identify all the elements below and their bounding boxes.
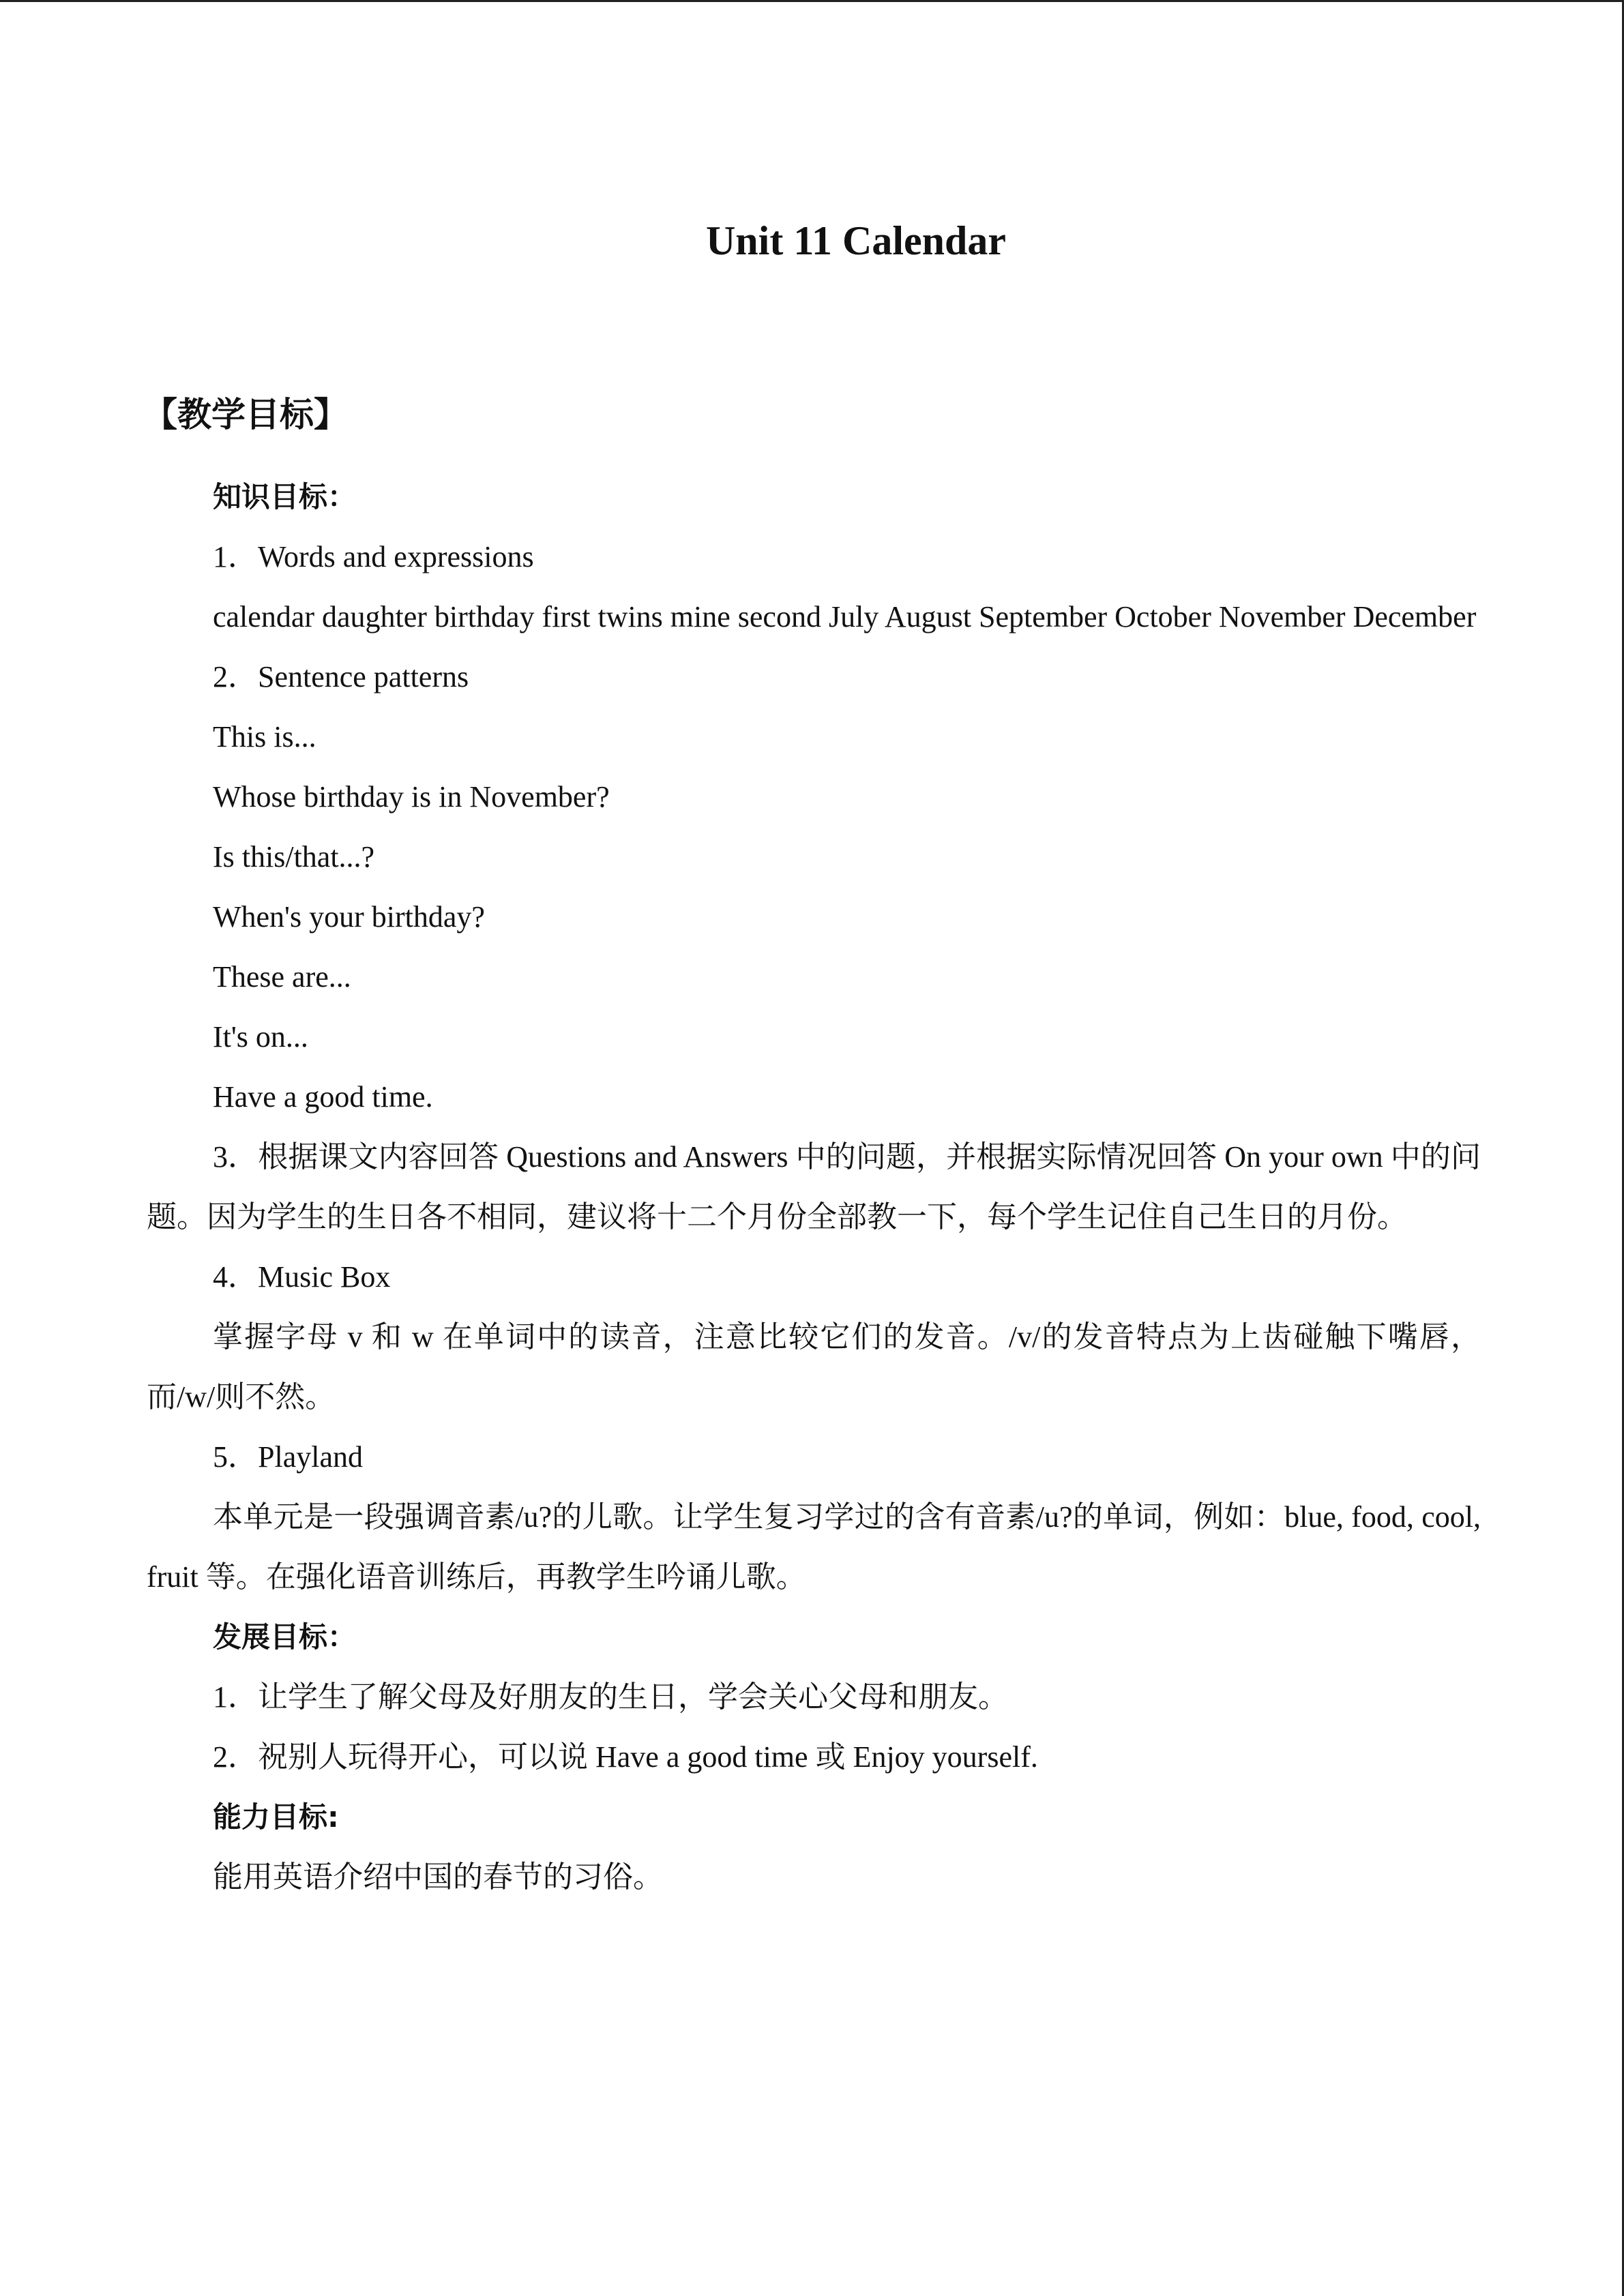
development-item: 2．祝别人玩得开心，可以说 Have a good time 或 Enjoy yourself. [213,1740,1038,1774]
sentence-pattern: It's on... [213,1020,308,1054]
item-5-paragraph: 本单元是一段强调音素/u?的儿歌。让学生复习学过的含有音素/u?的单词，例如：blue, food, cool, fruit 等。在强化语音训练后，再教学生吟诵儿歌。 [147,1500,1481,1594]
item-3-paragraph: 3．根据课文内容回答 Questions and Answers 中的问题，并根据实际情况回答 On your own 中的问题。因为学生的生日各不相同，建议将十二个月份全部教一下，每个学生记住自己生日的月份。 [147,1140,1481,1234]
item-4-title: 4．Music Box [213,1260,391,1294]
sentence-pattern: Whose birthday is in November? [213,780,610,814]
ability-objectives-heading: 能力目标: [213,1800,339,1834]
item-2-title: 2．Sentence patterns [213,660,469,694]
sentence-pattern: This is... [213,720,316,754]
ability-text: 能用英语介绍中国的春节的习俗。 [213,1860,663,1894]
item-1-title: 1．Words and expressions [213,540,534,573]
item-1-word-list: calendar daughter birthday first twins mine second July August September October November December [213,600,1477,633]
knowledge-objectives-heading: 知识目标： [213,480,357,513]
section-heading-teaching-objectives: 【教学目标】 [143,395,348,434]
sentence-pattern: These are... [213,960,351,994]
sentence-pattern: When's your birthday? [213,900,485,934]
item-5-title: 5．Playland [213,1440,363,1474]
development-objectives-heading: 发展目标： [213,1620,357,1654]
development-item: 1．让学生了解父母及好朋友的生日，学会关心父母和朋友。 [213,1680,1008,1714]
document-body [147,467,1481,1907]
sentence-pattern: Have a good time. [213,1080,433,1114]
document-title: Unit 11 Calendar [705,218,1007,263]
sentence-pattern: Is this/that...? [213,840,375,874]
item-4-paragraph: 掌握字母 v 和 w 在单词中的读音，注意比较它们的发音。/v/的发音特点为上齿碰触下嘴唇，而/w/则不然。 [147,1320,1481,1414]
